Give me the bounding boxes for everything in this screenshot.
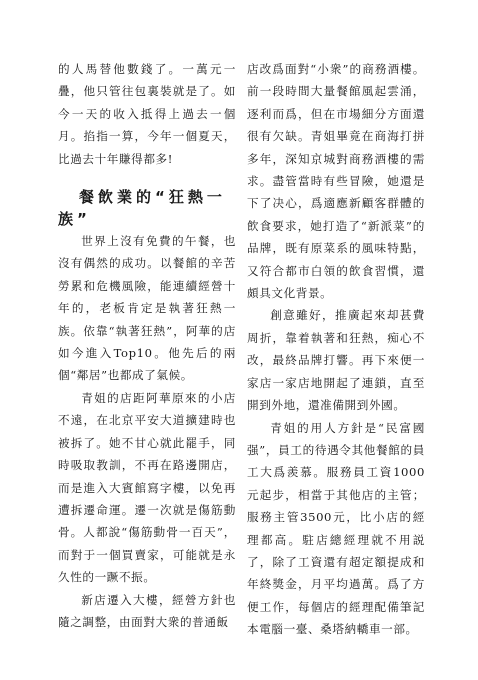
paragraph: 世界上沒有免費的午餐，也沒有偶然的成功。以餐館的辛苦勞累和危機風險，能連續經營十年的，老板肯定是執著狂熱一族。依靠“執著狂熱”，阿華的店如今進入Top10。他先后的兩個“鄰居”也都成了氣候。 [58, 234, 236, 383]
right-column [247, 58, 425, 641]
paragraph: 創意雖好，推廣起來却甚費周折，靠着執著和狂熱，痴心不改，最終品牌打響。再下來便一家店一家店地開起了連鎖，直至開到外地，還准備開到外國。 [247, 308, 425, 413]
paragraph: 店改爲面對“小衆”的商務酒樓。前一段時間大量餐館風起雲涌，逐利而爲，但在市場細分方面還很有欠缺。青姐畢竟在商海打拼多年，深知京城對商務酒樓的需求。盡管當時有些冒險，她還是下了决心，爲適應新顧客群體的飲食要求，她打造了“新派菜”的品牌，既有原菜系的風味特點，又符合都市白領的飲食習慣，還頗具文化背景。 [247, 62, 425, 301]
left-column [58, 58, 236, 633]
paragraph: 新店遷入大樓，經營方針也隨之調整，由面對大衆的普通飯 [58, 592, 236, 629]
paragraph: 青姐的店距阿華原來的小店不遠，在北京平安大道擴建時也被拆了。她不甘心就此罷手，同時吸取教訓，不再在路邊開店，而是進入大賓館寫字樓，以免再遭拆遷命運。遷一次就是傷筋動骨。人都說“傷筋動骨一百天”，而對于一個買賣家，可能就是永久性的一蹶不振。 [58, 390, 236, 585]
paragraph: 的人馬替他數錢了。一萬元一疊，他只管往包裏裝就是了。如今一天的收入抵得上過去一個月。掐指一算，今年一個夏天，比過去十年賺得都多! [58, 62, 236, 166]
section-heading: 餐飲業的“狂熱一族” [58, 188, 226, 229]
paragraph: 青姐的用人方針是“民富國强”，員工的待遇令其他餐館的員工大爲羨慕。服務員工資1000元起步，相當于其他店的主管；服務主管3500元，比小店的經理都高。駐店總經理就不用説了，除了工資還有超定額提成和年終獎金，月平均過萬。爲了方便工作，每個店的經理配備筆記本電腦一臺、桑塔納轎車一部。 [247, 420, 425, 637]
